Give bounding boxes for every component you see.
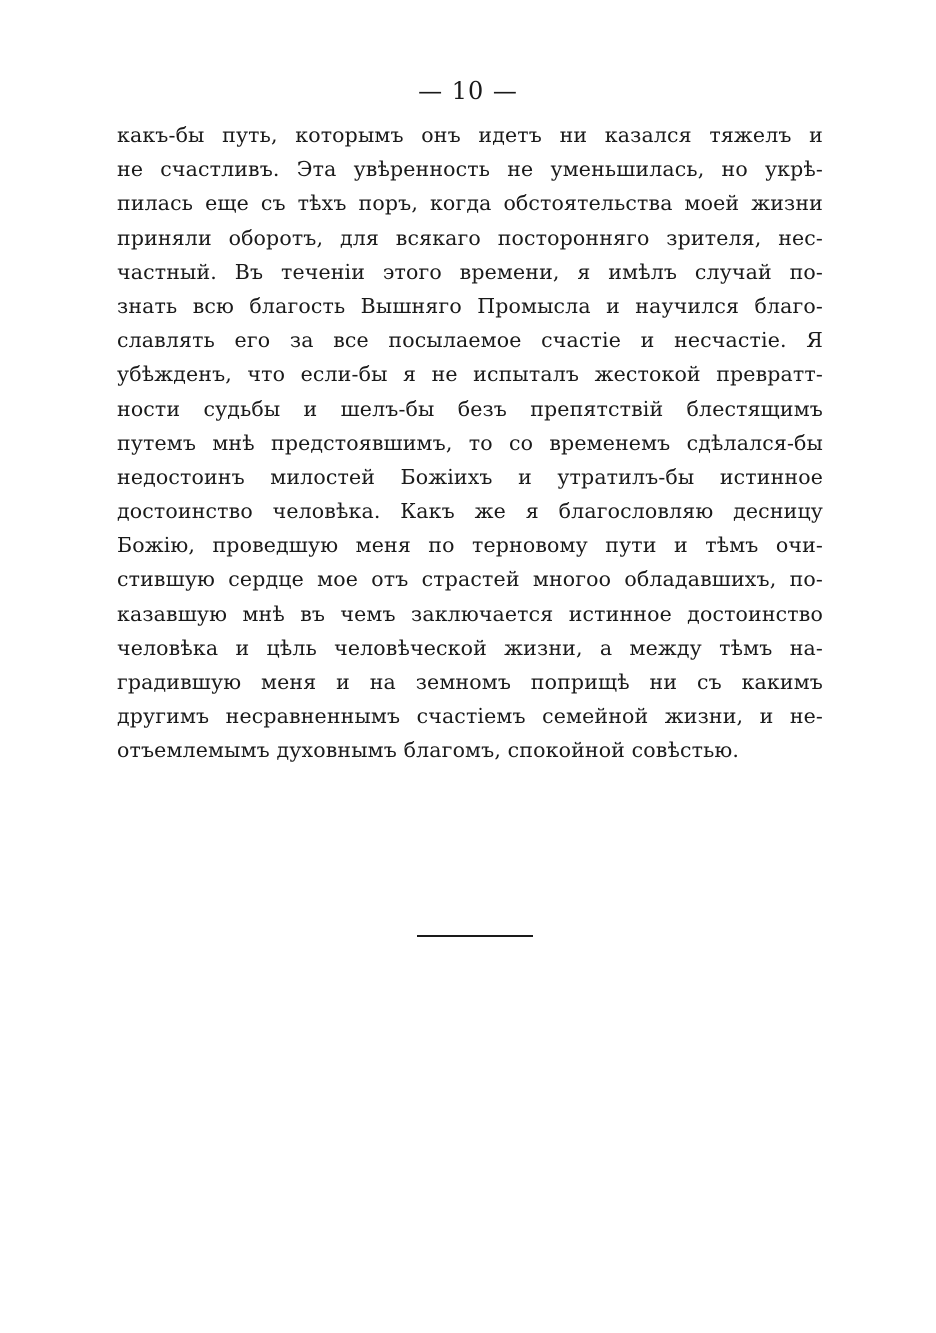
end-divider-rule: [417, 935, 533, 937]
text-line: другимъ несравненнымъ счастіемъ семейной жизни, и не-: [117, 704, 823, 729]
text-line: человѣка и цѣль человѣческой жизни, а между тѣмъ на-: [117, 635, 823, 660]
text-line: ности судьбы и шелъ-бы безъ препятствій блестящимъ: [117, 396, 823, 421]
text-line: приняли оборотъ, для всякаго посторонняго зрителя, нес-: [117, 225, 823, 250]
text-line: частный. Въ теченіи этого времени, я имѣлъ случай по-: [117, 259, 823, 284]
text-line-last: отъемлемымъ духовнымъ благомъ, спокойной совѣстью.: [117, 738, 740, 763]
text-line: недостоинъ милостей Божіихъ и утратилъ-бы истинное: [117, 464, 823, 489]
text-line: Божію, проведшую меня по терновому пути и тѣмъ очи-: [117, 533, 823, 558]
page-number: — 10 —: [418, 77, 518, 105]
text-line: пилась еще съ тѣхъ поръ, когда обстоятельства моей жизни: [117, 191, 823, 216]
text-line: путемъ мнѣ предстоявшимъ, то со временемъ сдѣлался-бы: [117, 430, 823, 455]
text-line: достоинство человѣка. Какъ же я благословляю десницу: [117, 499, 823, 524]
body-paragraph: [117, 118, 823, 768]
text-line: славлять его за все посылаемое счастіе и несчастіе. Я: [117, 328, 823, 353]
text-line: какъ-бы путь, которымъ онъ идетъ ни казался тяжелъ и: [117, 123, 823, 147]
text-line: казавшую мнѣ въ чемъ заключается истинное достоинство: [117, 601, 823, 626]
text-line: не счастливъ. Эта увѣренность не уменьшилась, но укрѣ-: [117, 157, 823, 182]
text-line: градившую меня и на земномъ поприщѣ ни съ какимъ: [117, 670, 823, 694]
text-line: стившую сердце мое отъ страстей многоо обладавшихъ, по-: [117, 567, 823, 592]
text-line: знать всю благость Вышняго Промысла и научился благо-: [117, 293, 823, 318]
text-line: убѣжденъ, что если-бы я не испыталъ жестокой превратт-: [117, 362, 823, 387]
